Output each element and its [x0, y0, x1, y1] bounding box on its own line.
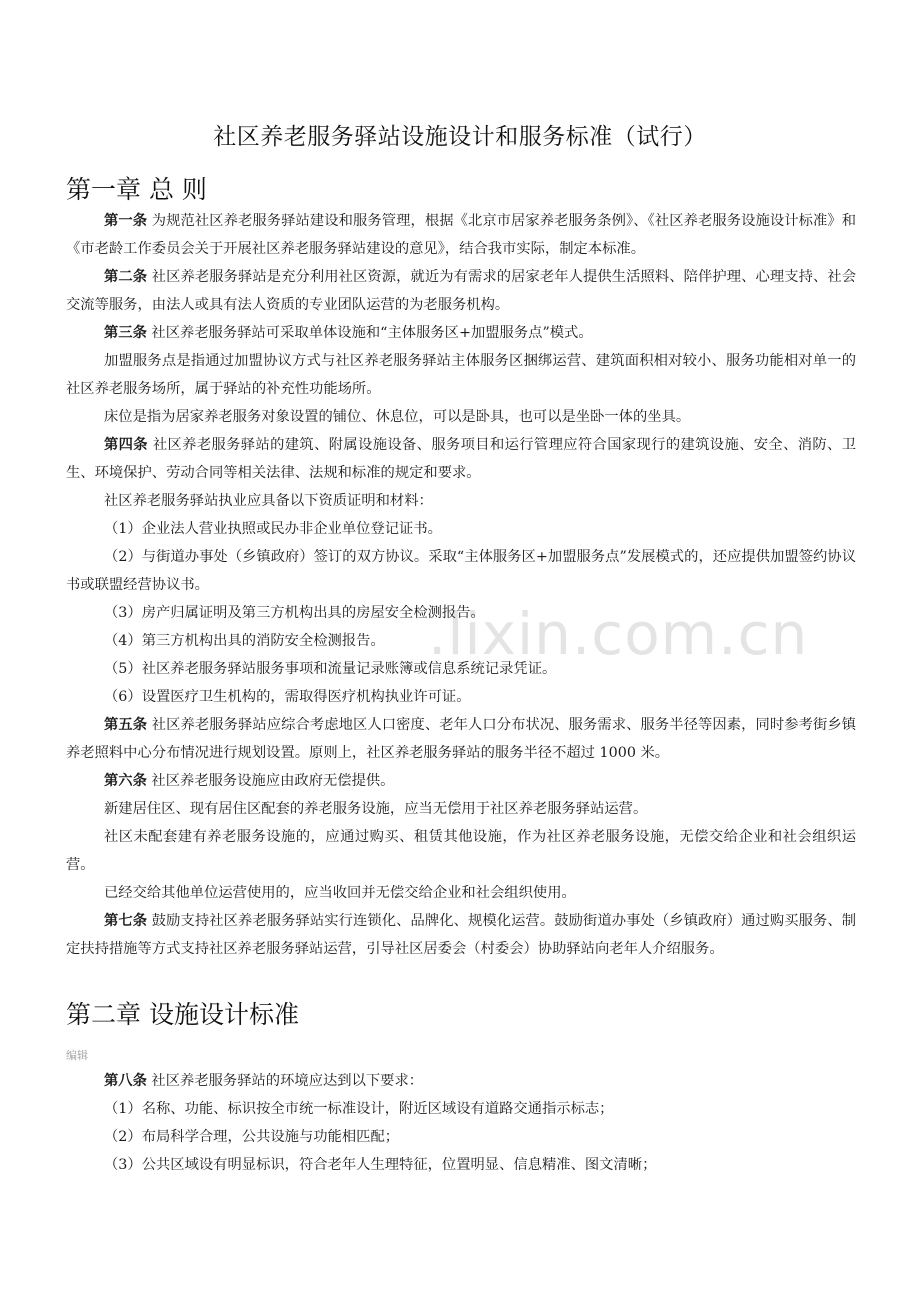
- paragraph-text: （6）设置医疗卫生机构的，需取得医疗机构执业许可证。: [104, 689, 471, 705]
- paragraph: [66, 823, 856, 879]
- paragraph: [66, 1123, 856, 1151]
- article-paragraph: [66, 207, 856, 263]
- paragraph-text: （4）第三方机构出具的消防安全检测报告。: [104, 633, 385, 649]
- paragraph: [66, 347, 856, 403]
- paragraph-text: 为规范社区养老服务驿站建设和服务管理，根据《北京市居家养老服务条例》、《社区养老服务设施设计标准》和《市老龄工作委员会关于开展社区养老服务驿站建设的意见》，结合我市实际，制定本标准。: [66, 213, 856, 257]
- article-paragraph: [66, 1067, 856, 1095]
- paragraph: [66, 879, 856, 907]
- paragraph-text: （3）房产归属证明及第三方机构出具的房屋安全检测报告。: [104, 605, 485, 621]
- paragraph-text: （2）布局科学合理，公共设施与功能相匹配；: [104, 1129, 400, 1145]
- paragraph: [66, 487, 856, 515]
- paragraph-text: （5）社区养老服务驿站服务事项和流量记录账簿或信息系统记录凭证。: [104, 661, 557, 677]
- paragraph: [66, 683, 856, 711]
- article-paragraph: [66, 907, 856, 963]
- paragraph: [66, 543, 856, 599]
- edit-link[interactable]: 编辑: [66, 1049, 88, 1062]
- paragraph-text: 鼓励支持社区养老服务驿站实行连锁化、品牌化、规模化运营。鼓励街道办事处（乡镇政府）通过购买服务、制定扶持措施等方式支持社区养老服务驿站运营，引导社区居委会（村委会）协助驿站向老年人介绍服务。: [66, 913, 856, 957]
- article-label: 第六条: [104, 773, 147, 789]
- paragraph: [66, 655, 856, 683]
- article-label: 第五条: [104, 717, 148, 733]
- paragraph-text: 社区养老服务设施应由政府无偿提供。: [146, 773, 395, 789]
- section-1-body: [66, 207, 856, 963]
- paragraph-text: 社区养老服务驿站是充分利用社区资源，就近为有需求的居家老年人提供生活照料、陪伴护理、心理支持、社会交流等服务，由法人或具有法人资质的专业团队运营的为老服务机构。: [66, 269, 856, 313]
- page-title: 社区养老服务驿站设施设计和服务标准（试行）: [213, 124, 707, 150]
- paragraph: [66, 515, 856, 543]
- paragraph-text: 已经交给其他单位运营使用的，应当收回并无偿交给企业和社会组织使用。: [104, 885, 576, 901]
- paragraph-text: 社区养老服务驿站可采取单体设施和“主体服务区+加盟服务点”模式。: [146, 325, 593, 341]
- article-paragraph: [66, 711, 856, 767]
- chapter-heading-2: 第二章 设施设计标准: [66, 1000, 299, 1029]
- article-label: 第四条: [104, 437, 148, 453]
- paragraph-text: 社区养老服务驿站的环境应达到以下要求：: [146, 1073, 424, 1089]
- article-paragraph: [66, 431, 856, 487]
- article-label: 第三条: [104, 325, 147, 341]
- section-2-body: [66, 1067, 856, 1179]
- paragraph-text: 社区养老服务驿站执业应具备以下资质证明和材料：: [104, 493, 433, 509]
- paragraph-text: 新建居住区、现有居住区配套的养老服务设施，应当无偿用于社区养老服务驿站运营。: [104, 801, 648, 817]
- watermark: .lixin.com.cn: [428, 600, 809, 668]
- article-label: 第一条: [104, 213, 148, 229]
- article-paragraph: [66, 263, 856, 319]
- paragraph: [66, 403, 856, 431]
- paragraph-text: 加盟服务点是指通过加盟协议方式与社区养老服务驿站主体服务区捆绑运营、建筑面积相对较小、服务功能相对单一的社区养老服务场所，属于驿站的补充性功能场所。: [66, 353, 856, 397]
- paragraph-text: 社区养老服务驿站应综合考虑地区人口密度、老年人口分布状况、服务需求、服务半径等因素，同时参考街乡镇养老照料中心分布情况进行规划设置。原则上，社区养老服务驿站的服务半径不超过 1000 米。: [66, 717, 856, 761]
- paragraph: [66, 599, 856, 627]
- paragraph-text: 床位是指为居家养老服务对象设置的铺位、休息位，可以是卧具，也可以是坐卧一体的坐具。: [104, 409, 691, 425]
- article-paragraph: [66, 767, 856, 795]
- article-label: 第八条: [104, 1073, 147, 1089]
- paragraph-text: （1）企业法人营业执照或民办非企业单位登记证书。: [104, 521, 442, 537]
- article-label: 第七条: [104, 913, 148, 929]
- paragraph: [66, 795, 856, 823]
- paragraph: [66, 1151, 856, 1179]
- chapter-heading-1: 第一章 总 则: [66, 175, 207, 204]
- article-paragraph: [66, 319, 856, 347]
- article-label: 第二条: [104, 269, 148, 285]
- paragraph-text: （2）与街道办事处（乡镇政府）签订的双方协议。采取“主体服务区+加盟服务点”发展模式的，还应提供加盟签约协议书或联盟经营协议书。: [66, 549, 856, 593]
- paragraph: [66, 1095, 856, 1123]
- paragraph-text: 社区未配套建有养老服务设施的，应通过购买、租赁其他设施，作为社区养老服务设施，无偿交给企业和社会组织运营。: [66, 829, 856, 873]
- paragraph-text: 社区养老服务驿站的建筑、附属设施设备、服务项目和运行管理应符合国家现行的建筑设施、安全、消防、卫生、环境保护、劳动合同等相关法律、法规和标准的规定和要求。: [66, 437, 856, 481]
- paragraph: [66, 627, 856, 655]
- paragraph-text: （3）公共区域设有明显标识，符合老年人生理特征，位置明显、信息精准、图文清晰；: [104, 1157, 657, 1173]
- paragraph-text: （1）名称、功能、标识按全市统一标准设计，附近区域设有道路交通指示标志；: [104, 1101, 614, 1117]
